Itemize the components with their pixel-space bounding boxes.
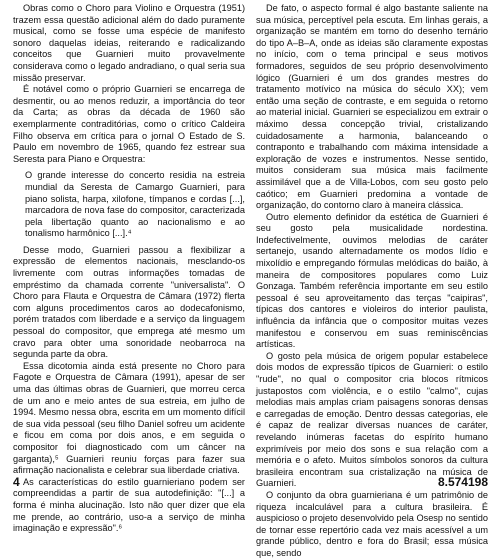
catalogue-number: 8.574198 (437, 475, 488, 489)
paragraph: Essa dicotomia ainda está presente no Choro para Fagote e Orquestra de Câmara (1991), apesar de ser uma das últimas obras de Guarnieri, que morreu cerca de um ano e meio antes de sua estreia, em julho de 1994. Mesmo nessa obra, escrita em um momento difícil de sua vida pessoal (seu filho Daniel sofreu um acidente e ficou em coma por dois anos, e em seguida o compositor foi diagnosticado com um câncer na garganta),⁵ Guarnieri reuniu forças para fazer sua afirmação nacionalista e celebrar sua liberdade criativa. (13, 360, 245, 476)
block-quote: O grande interesse do concerto residia na estreia mundial da Seresta de Camargo Guarnieri, para piano solista, harpa, xilofone, tímpanos e cordas [...], marcadora de nova fase do compositor, caracterizada pela libertação quanto ao nacionalismo e ao tonalismo harmônico [...].⁴ (25, 170, 245, 239)
paragraph: É notável como o próprio Guarnieri se encarrega de desmentir, ou ao menos reduzir, a importância do teor da Carta; as obras da década de 1960 são exemplarmente contraditórias, como o crítico Caldeira Filho observa em crítica para o jornal O Estado de S. Paulo em novembro de 1965, quando fez estrear sua Seresta para Piano e Orquestra: (13, 84, 245, 164)
paragraph: Outro elemento definidor da estética de Guarnieri é seu gosto pela musicalidade nordestina. Indefectivelmente, ouvimos melodias de caráter sertanejo, usando alternadamente os modos lídio e mixolídio e empregando fórmulas melódicas do baião, à maneira de compositores populares como Luiz Gonzaga. Também referência importante em seu estilo pessoal é seu aproveitamento das terças "caipiras", típicas dos cantores e violeiros do interior paulista, influência da infância que o compositor muitas vezes manifestou e conservou em suas reminiscências artísticas. (256, 211, 488, 350)
paragraph: O gosto pela música de origem popular estabelece dois modos de expressão típicos de Guarnieri: o estilo "rude", no qual o compositor cria blocos rítmicos justapostos com violência, e o estilo "calmo", cujas melodias mais amplas criam paisagens sonoras densas e carregadas de emoção. Dentro dessas categorias, ele é capaz de realizar diversas nuances de caráter, revelando inúmeras facetas do espírito humano exprimíveis por meio dos sons e sua relação com a memória e o afeto. Muitos símbolos sonoros da cultura brasileira encontram sua cristalização na música de Guarnieri. (256, 350, 488, 489)
paragraph: As características do estilo guarnieriano podem ser compreendidas a partir de sua autodefinição: "[...] a forma é minha alucinação. Isto não quer dizer que ela me prende, ao contrário, uso-a a serviço de minha imaginação e expressão".⁶ (13, 476, 245, 534)
paragraph: De fato, o aspecto formal é algo bastante saliente na sua música, perceptível pela escuta. Em linhas gerais, a organização se mantém em torno do desenho ternário do tipo A–B–A, onde as ideias são claramente expostas no início, com o tema principal e seus motivos formadores, seguidos de seu próprio desenvolvimento lógico (Guarnieri é um dos grandes mestres do tratamento motívico na música do século XX); vem então uma seção de contraste, e em seguida o retorno ao material inicial. Guarnieri se especializou em extrair o máximo dessa concepção trivial, cristalizando cuidadosamente a harmonia, balanceando o contraponto e trabalhando com máxima intensidade a exploração de vozes e instrumentos. Nesse sentido, muitos consideram sua música mais facilmente assimilável que a de Villa-Lobos, com seu gosto pelo caótico; em Guarnieri predomina a vontade de organização, do contorno claro à maneira clássica. (256, 3, 488, 211)
paragraph: Desse modo, Guarnieri passou a flexibilizar a expressão de elementos nacionais, mesclando-os livremente com outras informações tomadas de empréstimo da chamada corrente "universalista". O Choro para Flauta e Orquestra de Câmara (1972) flerta com alguns procedimentos caros ao dodecafonismo, porém tratados com liberdade e a serviço da linguagem pessoal do compositor, que emprega até mesmo um cravo para obter uma sonoridade neobarroca na segunda parte da obra. (13, 244, 245, 360)
page-number: 4 (13, 475, 20, 489)
left-column (13, 3, 245, 535)
paragraph: O conjunto da obra guarnieriana é um patrimônio de riqueza incalculável para a cultura brasileira. É auspicioso o projeto desenvolvido pela Osesp no sentido de tornar esse repertório cada vez mais acessível a um grande público, dentro e fora do Brasil; essa música que, sendo (256, 489, 488, 558)
paragraph: Obras como o Choro para Violino e Orquestra (1951) trazem essa questão adicional além do dado puramente musical, como se fosse uma espécie de manifesto sonoro daquelas ideias, reiterando e radicalizando conceitos que Guarnieri muito provavelmente considerava como o legado andradiano, o qual seria sua missão preservar. (13, 3, 245, 83)
